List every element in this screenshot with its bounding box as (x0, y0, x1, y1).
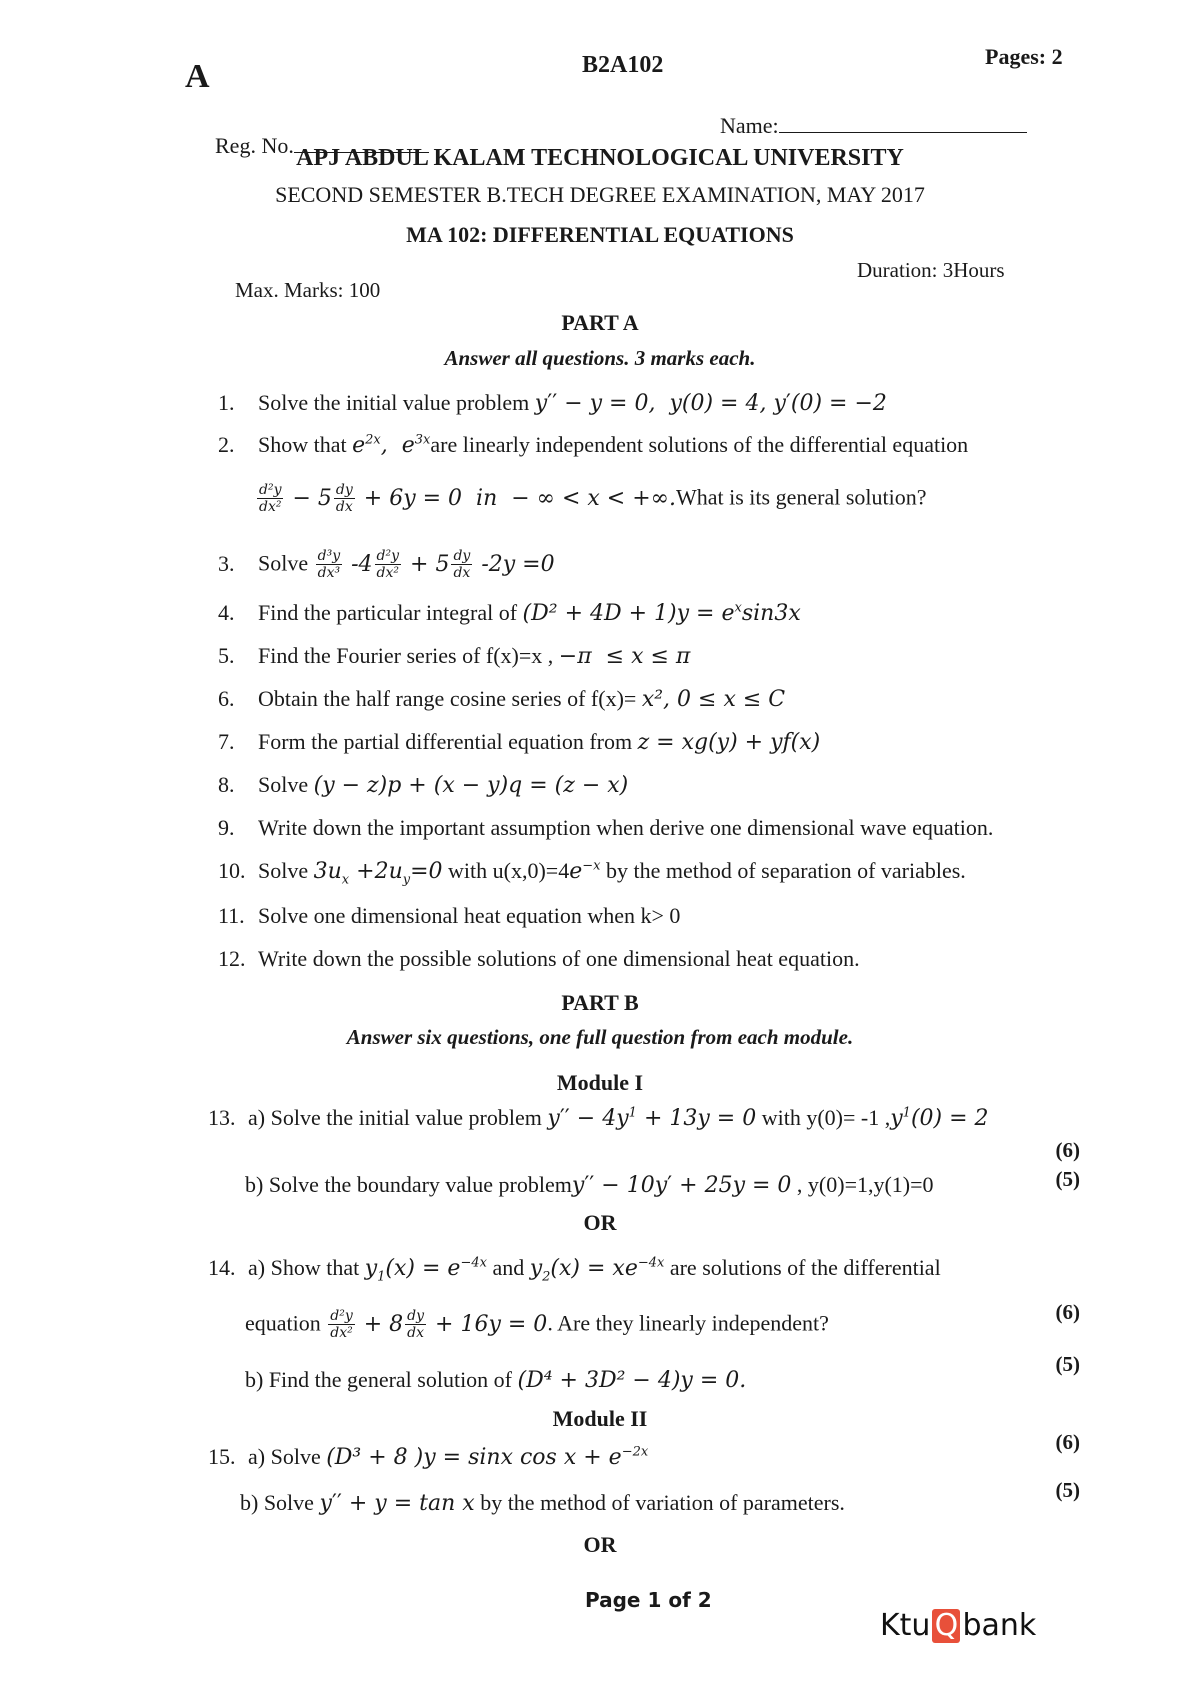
math-expression: z = xg(y) + yf(x) (637, 730, 821, 755)
question-number: 4. (218, 600, 235, 625)
question-number: 2. (218, 432, 235, 457)
question-number: 8. (218, 772, 235, 797)
question-text: b) Find the general solution of (245, 1367, 513, 1392)
question-5 (218, 643, 690, 669)
series-letter: A (185, 58, 210, 95)
question-6 (218, 686, 785, 712)
math-expression: $\frac{\text{d²y}}{\text{dx²}}$ − 5 $\frac{dy}{dx}$ + 6y = 0 in − ∞ < x < +∞. (259, 482, 676, 515)
part-a-instruction: Answer all questions. 3 marks each. (444, 346, 756, 370)
question-11 (218, 903, 680, 929)
question-text: a) Solve (248, 1444, 321, 1469)
question-text: a) Solve the initial value problem (248, 1105, 542, 1130)
math-expression: $\frac{\text{d²y}}{\text{dx²}}$ + 8 $\frac{dy}{dx}$ + 16y = 0 (330, 1308, 548, 1341)
question-text: Write down the important assumption when derive one dimensional wave equation. (258, 815, 994, 840)
math-expression: $y^1(0) = 2$ (890, 1105, 989, 1131)
duration: Duration: 3Hours (857, 258, 1005, 282)
question-text: Find the particular integral of (258, 600, 518, 625)
question-text: Show that (258, 432, 347, 457)
math-expression: $y_2(x) = xe^{-4x}$ (529, 1255, 665, 1285)
question-number: 13. (208, 1105, 236, 1130)
question-2-equation (255, 482, 926, 515)
logo-text-left: Ktu (880, 1608, 931, 1643)
question-text: Find the Fourier series of f(x)=x , (258, 643, 554, 668)
page-number: Page 1 of 2 (585, 1588, 712, 1612)
module-1-title: Module I (556, 1070, 644, 1095)
max-marks: Max. Marks: 100 (235, 278, 381, 302)
question-text: Solve (258, 550, 309, 576)
question-12 (218, 946, 860, 972)
question-number: 11. (218, 903, 245, 928)
question-text: Obtain the half range cosine series of f(x)= (258, 686, 637, 711)
question-text-cont: by the method of separation of variables. (605, 858, 966, 883)
question-9 (218, 815, 993, 841)
question-8 (218, 772, 628, 798)
marks-14a: (6) (1055, 1300, 1080, 1324)
question-text: equation (245, 1310, 321, 1336)
question-text: Solve (258, 772, 309, 797)
pages-count: Pages: 2 (985, 44, 1063, 69)
question-text: Write down the possible solutions of one dimensional heat equation. (258, 946, 860, 971)
math-expression: x², 0 ≤ x ≤ C (641, 687, 786, 712)
marks-15a: (6) (1055, 1430, 1080, 1454)
question-text-cont: by the method of variation of parameters. (480, 1490, 845, 1515)
university-name: APJ ABDUL KALAM TECHNOLOGICAL UNIVERSITY (296, 145, 904, 171)
math-expression: $\frac{\text{d³y}}{\text{dx³}}$ -4 $\frac{\text{d²y}}{\text{dx²}}$ + 5 $\frac{dy}{dx}$ -2y =0 (317, 548, 555, 581)
question-text: b) Solve the boundary value problem (245, 1172, 572, 1197)
question-text-cont: What is its general solution? (675, 484, 927, 510)
question-text-cont: , y(0)=1,y(1)=0 (796, 1172, 934, 1197)
question-number: 15. (208, 1444, 236, 1469)
question-text-cont: are linearly independent solutions of the differential equation (430, 432, 969, 457)
question-1 (218, 390, 887, 416)
math-expression: $(D^2 + 4D + 1)y = e^x\sin 3x$ (522, 600, 801, 626)
marks-13b: (5) (1055, 1167, 1080, 1191)
question-number: 7. (218, 729, 235, 754)
question-number: 3. (218, 550, 235, 576)
math-expression: (y − z)p + (x − y)q = (z − x) (313, 773, 629, 798)
math-expression: $e^{2x}$, $e^{3x}$ (352, 432, 431, 458)
math-expression: (D³ + 8 )y = sinx $\cos x + e^{-2x}$ (326, 1444, 649, 1470)
question-text-cont: with u(x,0)=4 (448, 858, 570, 883)
math-expression: $y_1(x) = e^{-4x}$ (364, 1255, 487, 1285)
question-text-cont: . Are they linearly independent? (547, 1310, 829, 1336)
question-number: 10. (218, 858, 246, 883)
math-expression: $3u_x +2u_y=0$ (313, 859, 443, 888)
question-text: Solve the initial value problem (258, 390, 530, 415)
question-10 (218, 858, 966, 887)
question-text: Solve one dimensional heat equation when k> 0 (258, 903, 681, 928)
math-expression: y′′ − y = 0, y(0) = 4, y′(0) = −2 (534, 391, 887, 416)
question-13b (245, 1172, 934, 1198)
question-7 (218, 729, 820, 755)
question-4 (218, 600, 801, 626)
question-text-cont: with y(0)= -1 , (761, 1105, 891, 1130)
question-15b (240, 1490, 845, 1516)
question-text: Solve (258, 858, 309, 883)
ktuqbank-logo (880, 1608, 1036, 1643)
part-b-title: PART B (561, 990, 639, 1015)
question-number: 1. (218, 390, 235, 415)
question-2 (218, 432, 968, 458)
question-text-cont: and (492, 1255, 525, 1280)
math-expression: y′′ + y = tan x (319, 1491, 475, 1516)
part-a-title: PART A (561, 310, 639, 335)
math-expression: y′′ − 10y′ + 25y = 0 (571, 1173, 792, 1198)
or-divider-2: OR (583, 1532, 617, 1557)
math-expression: $y'' - 4y^1 + 13y = 0$ (547, 1105, 757, 1131)
logo-q-icon: Q (932, 1609, 960, 1643)
or-divider-1: OR (583, 1210, 617, 1235)
marks-14b: (5) (1055, 1352, 1080, 1376)
question-text: Form the partial differential equation from (258, 729, 633, 754)
part-b-instruction: Answer six questions, one full question from each module. (346, 1025, 854, 1049)
exam-title: SECOND SEMESTER B.TECH DEGREE EXAMINATION, MAY 2017 (275, 182, 925, 207)
question-14a-cont (245, 1308, 829, 1341)
module-2-title: Module II (552, 1406, 648, 1431)
question-14b (245, 1367, 746, 1393)
question-15a (208, 1444, 648, 1470)
marks-15b: (5) (1055, 1478, 1080, 1502)
name-blank (779, 132, 1027, 133)
marks-13a: (6) (1055, 1138, 1080, 1162)
reg-label: Reg. No. (215, 133, 294, 158)
question-14a (208, 1255, 941, 1284)
question-text: a) Show that (248, 1255, 360, 1280)
question-number: 6. (218, 686, 235, 711)
question-number: 9. (218, 815, 235, 840)
question-number: 5. (218, 643, 235, 668)
name-field (720, 113, 1027, 139)
course-title: MA 102: DIFFERENTIAL EQUATIONS (406, 222, 794, 247)
name-label: Name: (720, 113, 779, 138)
math-expression: (D⁴ + 3D² − 4)y = 0. (517, 1368, 747, 1393)
logo-text-right: bank (962, 1608, 1037, 1643)
question-3 (218, 548, 555, 581)
paper-code: B2A102 (582, 52, 664, 78)
question-text: b) Solve (240, 1490, 314, 1515)
math-expression: −π ≤ x ≤ π (558, 644, 691, 669)
question-number: 12. (218, 946, 246, 971)
question-text-cont: are solutions of the differential (669, 1255, 941, 1280)
question-number: 14. (208, 1255, 236, 1280)
question-13a (208, 1105, 989, 1131)
math-expression: $e^{-x}$ (569, 858, 601, 884)
